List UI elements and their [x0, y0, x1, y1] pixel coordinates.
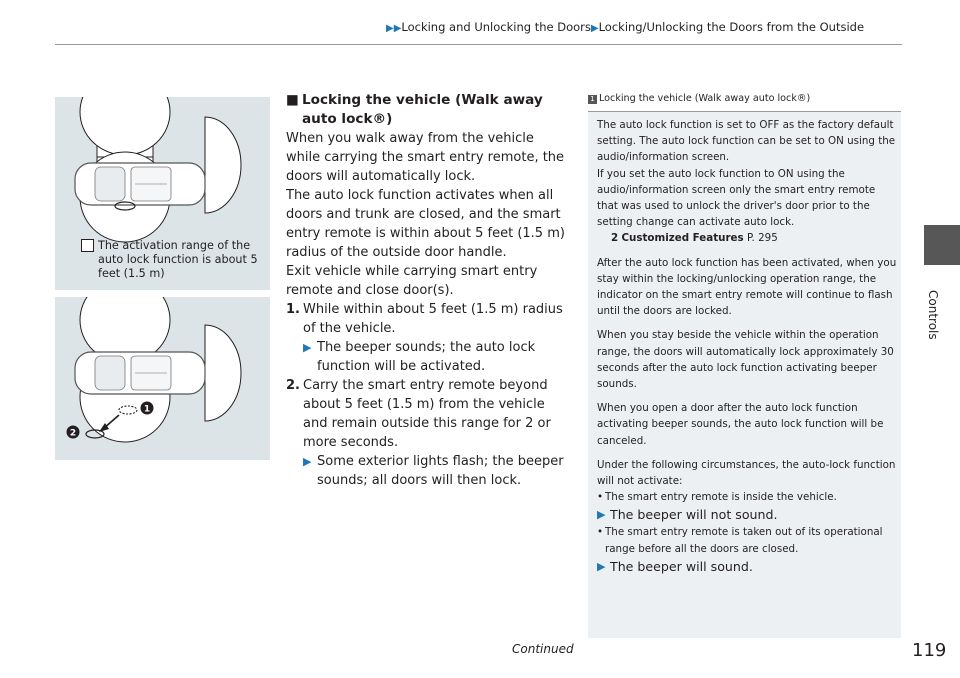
breadcrumb-item: Locking/Unlocking the Doors from the Outside — [598, 20, 865, 34]
chapter-tab — [924, 225, 960, 265]
list-item-result: ▶ The beeper will not sound. — [597, 507, 778, 523]
section-square-icon: ■ — [286, 92, 299, 108]
note-marker-icon: 1 — [588, 95, 597, 104]
figure-activation-range — [55, 97, 270, 290]
list-item-result: ▶ The beeper will sound. — [597, 558, 753, 574]
step-2-result: ▶ Some exterior lights flash; the beeper sounds; all doors will then lock. — [303, 454, 564, 488]
continued-label: Continued — [512, 642, 574, 656]
figure-walk-away — [55, 297, 270, 460]
bullet-icon: • — [597, 491, 604, 504]
paragraph: Exit vehicle while carrying smart entry remote and close door(s). — [286, 264, 538, 298]
result-arrow-icon: ▶ — [597, 508, 606, 522]
header-divider — [55, 44, 902, 45]
list-item: • The smart entry remote is inside the vehicle. — [597, 489, 897, 505]
result-arrow-icon: ▶ — [303, 341, 312, 354]
caption-key-box — [81, 239, 94, 252]
callout-2-label: 2 — [69, 428, 77, 439]
chapter-label: Controls — [926, 290, 940, 340]
result-arrow-icon: ▶ — [597, 559, 606, 573]
breadcrumb-item: Locking and Unlocking the Doors — [401, 20, 591, 34]
paragraph: The auto lock function activates when all doors and trunk are closed, and the smart entry remote is within about 5 feet (1.5 m) radius of the outside door handle. — [286, 188, 565, 260]
result-arrow-icon: ▶ — [303, 455, 312, 468]
page-number: 119 — [912, 640, 947, 661]
reference-link[interactable]: Customized Features — [621, 232, 744, 245]
range-circle-side — [205, 325, 241, 421]
main-content — [286, 91, 568, 490]
step-1-result: ▶ The beeper sounds; the auto lock function will be activated. — [303, 340, 536, 374]
arrow-icon: ▶ — [590, 23, 599, 34]
range-circle-front — [80, 97, 170, 155]
cross-reference: 2 Customized Features P. 295 — [611, 232, 778, 245]
note-title: 1 Locking the vehicle (Walk away auto lock®) — [588, 93, 901, 111]
list-item: • The smart entry remote is taken out of its operational range before all the doors are closed. — [597, 524, 897, 556]
section-title: ■ Locking the vehicle (Walk away auto lock®) — [286, 92, 543, 127]
breadcrumb — [386, 20, 864, 34]
bullet-icon: • — [597, 526, 604, 539]
paragraph: When you walk away from the vehicle while carrying the smart entry remote, the doors will automatically lock. — [286, 131, 565, 184]
walk-away-diagram — [55, 297, 270, 460]
callout-1-label: 1 — [143, 404, 151, 415]
note-body: The auto lock function is set to OFF as the factory default setting. The auto lock function can be set to ON using the audio/information screen. If you set the auto lock function to ON using the audio/information screen only the smart entry remote that was used to unlock the driver's door prior to the setting change can activate auto lock. 2 Customized Features P. 295 After the auto lock function has been activated, when you stay within the locking/unlocking operation range, the indicator on the smart entry remote will continue to flash until the doors are locked. When you stay beside the vehicle within the operation range, the doors will automatically lock approximately 30 seconds after the auto lock function activating beeper sounds. When you open a door after the auto lock function activating beeper sounds, the auto lock function will be canceled. Under the following circumstances, the auto-lock function will not activate: • The smart entry remote is inside the vehicle. ▶ The beeper will not sound. • The smart entry remote is taken out of its operational range before all the doors are closed. ▶ The beeper will sound. — [597, 119, 897, 574]
range-circle-side — [205, 117, 241, 213]
side-note — [588, 93, 901, 638]
arrow-icon: ▶▶ — [386, 23, 402, 34]
step-1: 1. While within about 5 feet (1.5 m) radius of the vehicle. — [286, 302, 563, 336]
step-2: 2. Carry the smart entry remote beyond about 5 feet (1.5 m) from the vehicle and remain outside this range for 2 or more seconds. — [286, 378, 551, 450]
reference-icon: 2 — [611, 232, 619, 245]
note-divider — [588, 111, 901, 112]
figure-caption: The activation range of the auto lock function is about 5 feet (1.5 m) — [98, 239, 258, 280]
